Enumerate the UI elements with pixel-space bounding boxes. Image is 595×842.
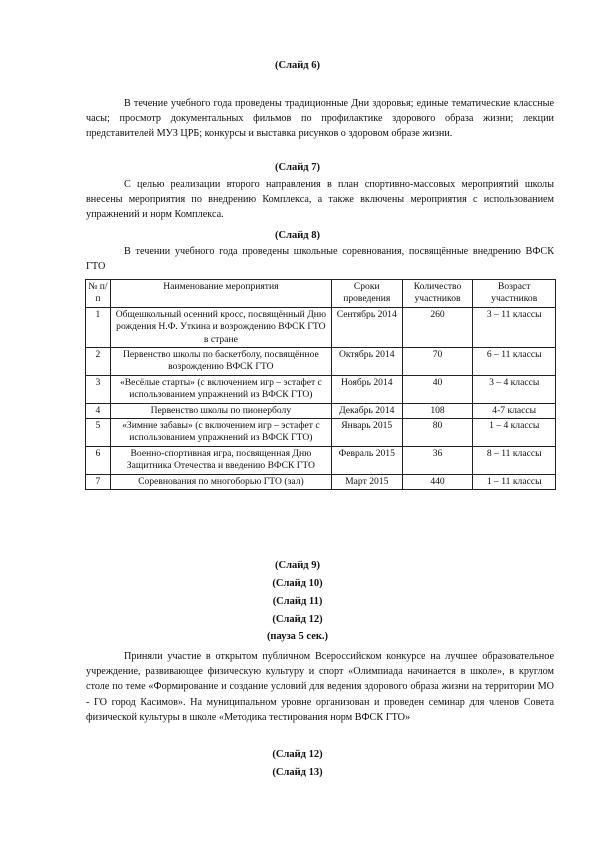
cell-participants-age: 1 – 4 классы [473, 419, 556, 447]
cell-event-name: «Весёлые старты» (с включением игр – эстафет с использованием упражнений из ВФСК ГТО) [110, 375, 331, 403]
header-event-name: Наименование мероприятия [110, 280, 331, 308]
cell-dates: Октябрь 2014 [331, 348, 402, 376]
cell-dates: Ноябрь 2014 [331, 375, 402, 403]
slide-9-label: (Слайд 9) [275, 560, 320, 571]
cell-number: 6 [86, 446, 111, 474]
cell-participants-count: 40 [402, 375, 473, 403]
cell-number: 3 [86, 375, 111, 403]
cell-participants-age: 8 – 11 классы [473, 446, 556, 474]
slide-7-label: (Слайд 7) [275, 162, 320, 173]
header-participants-count: Количество участников [402, 280, 473, 308]
header-number: № п/п [86, 280, 111, 308]
table-row [86, 348, 556, 376]
table-row [86, 307, 556, 347]
paragraph-health-days [86, 96, 554, 142]
cell-dates: Январь 2015 [331, 419, 402, 447]
cell-event-name: Соревнования по многоборью ГТО (зал) [110, 474, 331, 489]
cell-participants-age: 3 – 4 классы [473, 375, 556, 403]
cell-dates: Сентябрь 2014 [331, 307, 402, 347]
cell-event-name: Первенство школы по пионерболу [110, 403, 331, 418]
cell-event-name: «Зимние забавы» (с включением игр – эстафет с использованием упражнений из ВФСК ГТО) [110, 419, 331, 447]
paragraph-health-days-text: В течение учебного года проведены традиционные Дни здоровья; единые тематические классные часы; просмотр документальных фильмов по профилактике здорового образа жизни; лекции представителей МУЗ ЦРБ; конкурсы и выставка рисунков о здоровом образе жизни. [86, 98, 554, 140]
cell-number: 1 [86, 307, 111, 347]
events-table [85, 279, 556, 490]
cell-dates: Февраль 2015 [331, 446, 402, 474]
slide-12-label: (Слайд 12) [272, 614, 323, 625]
slide-11-label: (Слайд 11) [272, 596, 323, 607]
cell-dates: Декабрь 2014 [331, 403, 402, 418]
cell-number: 2 [86, 348, 111, 376]
slide-13-label: (Слайд 13) [272, 767, 323, 778]
header-participants-age: Возраст участников [473, 280, 556, 308]
cell-participants-age: 6 – 11 классы [473, 348, 556, 376]
cell-participants-count: 80 [402, 419, 473, 447]
cell-dates: Март 2015 [331, 474, 402, 489]
slide-10-label: (Слайд 10) [272, 578, 323, 589]
cell-event-name: Первенство школы по баскетболу, посвящённое возрождению ВФСК ГТО [110, 348, 331, 376]
paragraph-competitions-text: В течении учебного года проведены школьные соревнования, посвящённые внедрению ВФСК ГТО [86, 246, 554, 273]
table-row [86, 474, 556, 489]
cell-participants-age: 3 – 11 классы [473, 307, 556, 347]
paragraph-second-direction [86, 177, 554, 223]
slide-12-repeat-label: (Слайд 12) [272, 749, 323, 760]
paragraph-competitions [86, 244, 554, 274]
cell-participants-count: 440 [402, 474, 473, 489]
cell-participants-count: 70 [402, 348, 473, 376]
table-row [86, 419, 556, 447]
table-row [86, 403, 556, 418]
paragraph-contest-participation [86, 649, 554, 725]
slide-6-label: (Слайд 6) [275, 60, 320, 71]
paragraph-second-direction-text: С целью реализации второго направления в план спортивно-массовых мероприятий школы внесены мероприятия по внедрению Комплекса, а также включены мероприятия с использованием упражнений и норм Комплекса. [86, 179, 554, 221]
pause-label: (пауза 5 сек.) [266, 631, 329, 642]
paragraph-contest-participation-text: Приняли участие в открытом публичном Всероссийском конкурсе на лучшее образовательное учреждение, развивающее физическую культуру и спорт «Олимпиада начинается в школе», в круглом столе по теме «Формирование и создание условий для ведения здорового образа жизни на территории МО - ГО город Касимов». На муниципальном уровне организован и проведен семинар для членов Совета физической культуры в школе «Методика тестирования норм ВФСК ГТО» [86, 651, 554, 723]
cell-participants-age: 4-7 классы [473, 403, 556, 418]
slide-8-label: (Слайд 8) [275, 230, 320, 241]
cell-participants-count: 108 [402, 403, 473, 418]
cell-number: 7 [86, 474, 111, 489]
header-dates: Сроки проведения [331, 280, 402, 308]
table-row [86, 446, 556, 474]
cell-participants-count: 260 [402, 307, 473, 347]
cell-number: 5 [86, 419, 111, 447]
cell-event-name: Общешкольный осенний кросс, посвящённый Дню рождения Н.Ф. Уткина и возрождению ВФСК ГТО в стране [110, 307, 331, 347]
cell-participants-age: 1 – 11 классы [473, 474, 556, 489]
cell-participants-count: 36 [402, 446, 473, 474]
cell-event-name: Военно-спортивная игра, посвященная Дню Защитника Отечества и введению ВФСК ГТО [110, 446, 331, 474]
cell-number: 4 [86, 403, 111, 418]
table-row [86, 375, 556, 403]
table-header-row [86, 280, 556, 308]
